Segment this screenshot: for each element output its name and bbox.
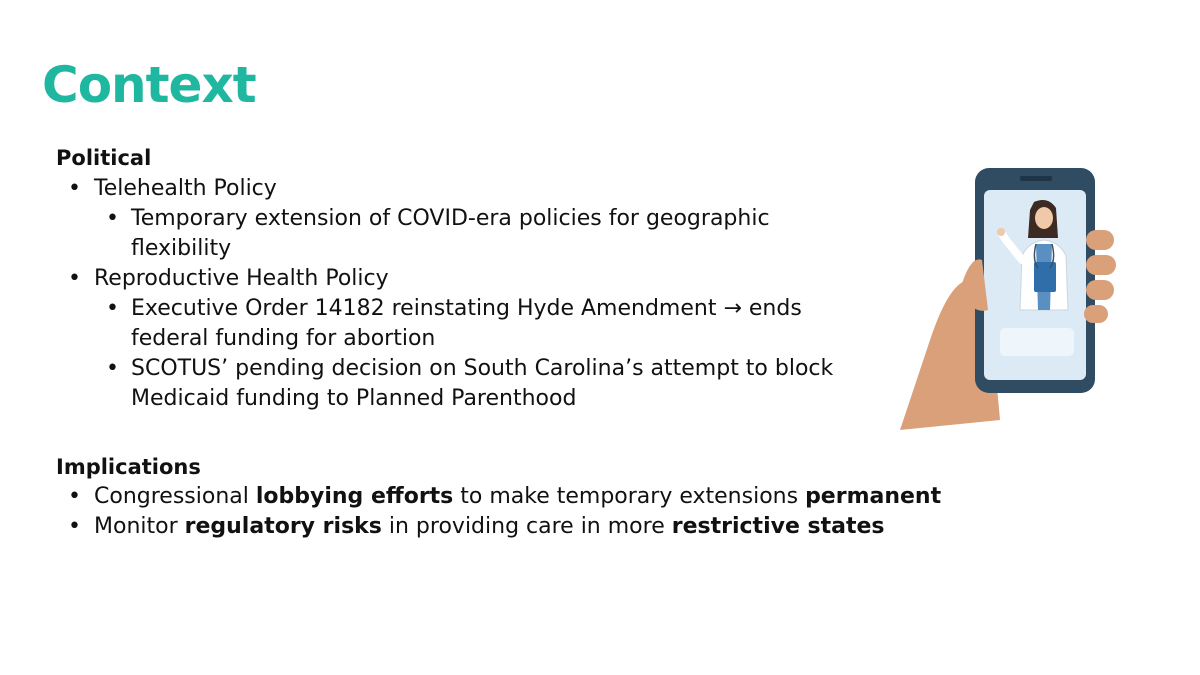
telehealth-policy-item: Telehealth Policy <box>94 176 277 201</box>
telehealth-subitem-line1: Temporary extension of COVID-era policies for geographic <box>131 206 770 231</box>
scotus-line1: SCOTUS’ pending decision on South Carolina’s attempt to block <box>131 356 834 381</box>
slide-title: Context <box>42 56 256 114</box>
implication-emphasis: lobbying efforts <box>255 484 454 509</box>
bullet-marker: • <box>68 176 81 201</box>
screen-button <box>1000 328 1074 356</box>
doctor-face <box>1035 207 1053 229</box>
finger <box>1086 255 1116 275</box>
finger <box>1086 230 1114 250</box>
implication-item-lobbying <box>94 482 941 512</box>
executive-order-line2: federal funding for abortion <box>131 326 436 351</box>
implication-text: Congressional <box>94 484 256 509</box>
telehealth-illustration-svg <box>860 160 1150 460</box>
implication-text: Monitor <box>94 514 185 539</box>
political-heading: Political <box>56 146 152 170</box>
finger <box>1084 305 1108 323</box>
bullet-marker: • <box>68 514 81 539</box>
phone-notch <box>1020 176 1052 181</box>
implication-emphasis: permanent <box>805 484 942 509</box>
executive-order-line1: Executive Order 14182 reinstating Hyde Amendment → ends <box>131 296 802 321</box>
implication-text: to make temporary extensions <box>453 484 806 509</box>
doctor-hand <box>997 228 1005 236</box>
implication-item-regulatory <box>94 512 885 542</box>
telehealth-phone-doctor-icon <box>860 160 1150 460</box>
bullet-marker: • <box>106 206 119 231</box>
bullet-marker: • <box>68 266 81 291</box>
reproductive-policy-item: Reproductive Health Policy <box>94 266 389 291</box>
telehealth-subitem-line2: flexibility <box>131 236 232 261</box>
bullet-marker: • <box>106 296 119 321</box>
bullet-marker: • <box>68 484 81 509</box>
implication-emphasis: restrictive states <box>671 514 885 539</box>
implications-heading: Implications <box>56 455 201 479</box>
scotus-line2: Medicaid funding to Planned Parenthood <box>131 386 577 411</box>
implication-emphasis: regulatory risks <box>184 514 382 539</box>
implication-text: in providing care in more <box>381 514 672 539</box>
bullet-marker: • <box>106 356 119 381</box>
finger <box>1086 280 1114 300</box>
